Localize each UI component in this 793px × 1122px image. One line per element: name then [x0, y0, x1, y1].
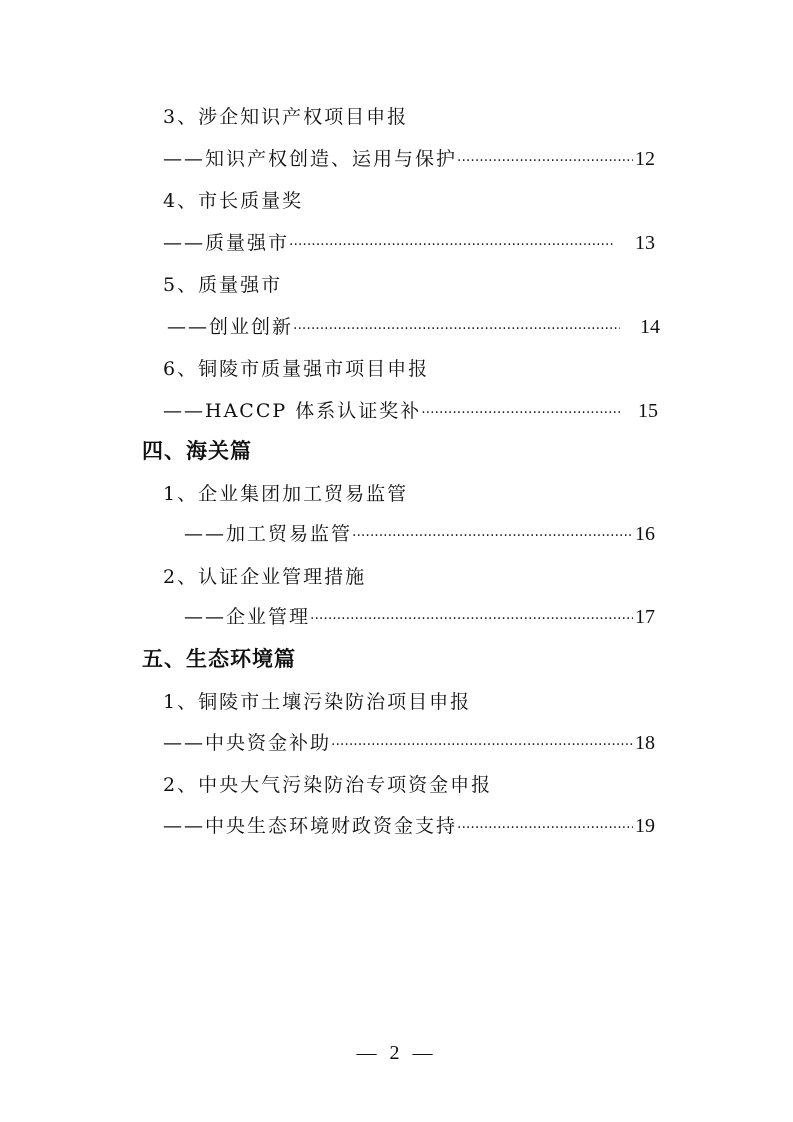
toc-page-number: 13 — [635, 232, 655, 254]
toc-page-number: 15 — [638, 400, 658, 422]
toc-leader-dots — [310, 605, 633, 633]
toc-item-title-text: 认证企业管理措施 — [198, 566, 367, 588]
toc-entry-label: ——中央资金补助 — [163, 732, 332, 754]
toc-entry[interactable] — [167, 313, 660, 341]
toc-item-title — [163, 355, 429, 383]
toc-page-number: 14 — [640, 316, 660, 338]
toc-item-number: 1、 — [163, 483, 199, 505]
toc-entry[interactable] — [163, 812, 655, 840]
toc-item-title-text: 涉企知识产权项目申报 — [198, 106, 409, 128]
toc-entry[interactable] — [163, 229, 655, 257]
toc-page-number: 18 — [635, 732, 655, 754]
toc-item-title-text: 市长质量奖 — [198, 190, 304, 212]
toc-item-title — [163, 563, 366, 591]
toc-item-title-text: 铜陵市土壤污染防治项目申报 — [198, 691, 472, 713]
toc-entry-label: ——知识产权创造、运用与保护 — [163, 148, 458, 170]
toc-item-number: 5、 — [163, 274, 199, 296]
toc-item-title — [163, 187, 303, 215]
toc-entry[interactable] — [163, 397, 658, 425]
toc-leader-dots — [289, 231, 615, 259]
toc-entry-label: ——企业管理 — [184, 606, 311, 628]
toc-leader-dots — [331, 731, 633, 759]
toc-item-number: 2、 — [163, 774, 199, 796]
toc-entry-label: ——加工贸易监管 — [184, 523, 353, 545]
page-number-footer: — 2 — — [356, 1042, 437, 1064]
toc-leader-dots — [457, 147, 633, 175]
toc-item-title — [163, 688, 471, 716]
toc-leader-dots — [457, 814, 633, 842]
toc-item-title — [163, 103, 408, 131]
section-heading: 四、海关篇 — [142, 438, 252, 463]
toc-item-number: 4、 — [163, 190, 199, 212]
toc-item-title-text: 企业集团加工贸易监管 — [198, 483, 409, 505]
toc-item-number: 1、 — [163, 691, 199, 713]
toc-page-number: 16 — [635, 523, 655, 545]
toc-entry[interactable] — [163, 145, 655, 173]
section-heading: 五、生态环境篇 — [142, 646, 296, 671]
toc-item-title — [163, 480, 408, 508]
toc-entry[interactable] — [184, 603, 655, 631]
toc-item-number: 6、 — [163, 358, 199, 380]
toc-entry[interactable] — [163, 729, 655, 757]
toc-entry[interactable] — [184, 520, 655, 548]
toc-entry-label: ——创业创新 — [167, 316, 294, 338]
toc-entry-label: ——质量强市 — [163, 232, 290, 254]
toc-page-number: 17 — [635, 606, 655, 628]
toc-leader-dots — [421, 399, 622, 427]
toc-entry-label: ——HACCP 体系认证奖补 — [163, 400, 422, 422]
toc-item-title-text: 中央大气污染防治专项资金申报 — [198, 774, 493, 796]
toc-item-title — [163, 271, 282, 299]
toc-item-title-text: 质量强市 — [198, 274, 283, 296]
toc-page-number: 12 — [635, 148, 655, 170]
toc-item-number: 2、 — [163, 566, 199, 588]
toc-leader-dots — [293, 315, 620, 343]
toc-page-number: 19 — [635, 815, 655, 837]
toc-item-title-text: 铜陵市质量强市项目申报 — [198, 358, 430, 380]
toc-leader-dots — [352, 522, 633, 550]
toc-item-title — [163, 771, 492, 799]
toc-item-number: 3、 — [163, 106, 199, 128]
toc-entry-label: ——中央生态环境财政资金支持 — [163, 815, 458, 837]
